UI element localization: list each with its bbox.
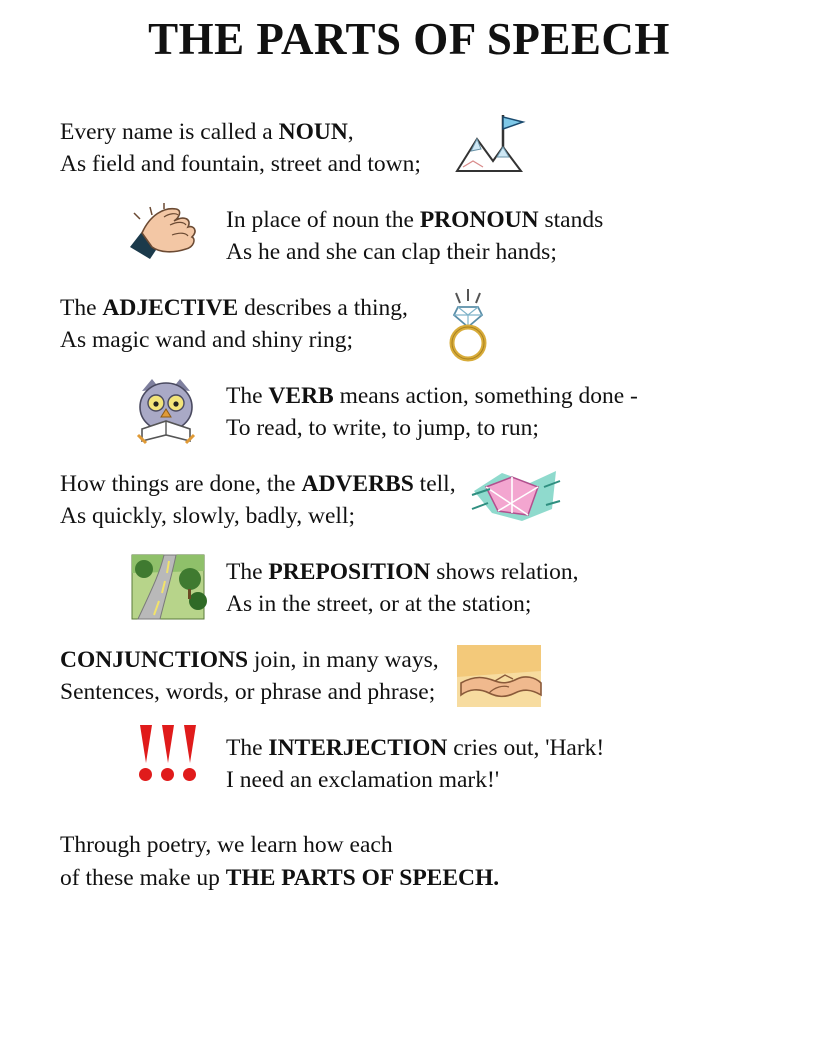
keyword-pronoun: PRONOUN: [419, 206, 539, 233]
poster-page: [0, 16, 818, 1039]
text-fragment: of these make up: [60, 864, 226, 891]
stanza-adjective-lines: [60, 292, 408, 357]
stanza-adverb-line-1: [60, 468, 456, 500]
stanza-pronoun-line-1: [226, 204, 603, 236]
stanza-adverb-line-2: [60, 500, 456, 532]
keyword-conjunction: CONJUNCTIONS: [60, 646, 249, 673]
text-fragment: ,: [347, 118, 354, 145]
stanza-pronoun-line-2: [226, 236, 603, 268]
text-fragment: The: [226, 558, 269, 585]
text-fragment: To read, to write, to jump, to run;: [226, 415, 539, 442]
stanza-preposition-lines: [226, 556, 579, 621]
text-fragment: Every name is called a: [60, 118, 279, 145]
exclamation-marks-icon: [120, 725, 216, 803]
exclamation-mark-icon: [183, 725, 198, 781]
running-figure-icon: [468, 461, 564, 539]
text-fragment: means action, something done -: [333, 382, 638, 409]
text-fragment: In place of noun the: [226, 206, 420, 233]
text-fragment: The: [60, 294, 103, 321]
text-fragment: The: [226, 382, 269, 409]
closing-line-2: [60, 862, 758, 894]
stanza-pronoun: [60, 197, 758, 275]
keyword-adverb: ADVERBS: [301, 470, 414, 497]
stanza-pronoun-lines: [226, 204, 603, 269]
text-fragment: cries out, 'Hark!: [447, 734, 605, 761]
stanza-adverb-lines: [60, 468, 456, 533]
stanza-interjection-line-2: [226, 764, 604, 796]
keyword-adjective: ADJECTIVE: [102, 294, 239, 321]
stanza-conjunction-line-1: [60, 644, 439, 676]
stanza-preposition: [60, 549, 758, 627]
text-fragment: join, in many ways,: [248, 646, 439, 673]
country-road-icon: [120, 549, 216, 627]
stanza-verb: [60, 373, 758, 451]
stanza-adjective-line-2: [60, 324, 408, 356]
stanza-interjection: [60, 725, 758, 803]
handshake-icon: [451, 637, 547, 715]
stanza-noun-lines: [60, 116, 421, 181]
text-fragment: tell,: [413, 470, 456, 497]
text-fragment: stands: [538, 206, 604, 233]
stanza-interjection-lines: [226, 732, 604, 797]
exclamation-marks-group: [120, 725, 216, 781]
keyword-preposition: PREPOSITION: [268, 558, 431, 585]
text-fragment: How things are done, the: [60, 470, 302, 497]
text-fragment: The: [226, 734, 269, 761]
text-fragment: As field and fountain, street and town;: [60, 151, 421, 178]
keyword-noun: NOUN: [278, 118, 348, 145]
stanza-noun: [60, 109, 758, 187]
clapping-hands-icon: [120, 197, 216, 275]
text-fragment: describes a thing,: [238, 294, 408, 321]
page-title: THE PARTS OF SPEECH: [148, 14, 670, 64]
poem-body: [0, 109, 818, 803]
stanza-preposition-line-1: [226, 556, 579, 588]
stanza-verb-line-2: [226, 412, 638, 444]
text-fragment: shows relation,: [430, 558, 579, 585]
exclamation-mark-icon: [139, 725, 154, 781]
keyword-parts-of-speech: THE PARTS OF SPEECH.: [225, 864, 500, 891]
diamond-ring-icon: [420, 285, 516, 363]
closing-line-1: Through poetry, we learn how each: [60, 832, 393, 859]
stanza-conjunction-line-2: [60, 676, 439, 708]
text-fragment: As he and she can clap their hands;: [226, 239, 557, 266]
mountain-flag-icon: [433, 109, 529, 187]
keyword-verb: VERB: [268, 382, 334, 409]
keyword-interjection: INTERJECTION: [268, 734, 448, 761]
stanza-adverb: [60, 461, 758, 539]
closing-stanza: [0, 829, 818, 894]
owl-reading-icon: [120, 373, 216, 451]
stanza-verb-lines: [226, 380, 638, 445]
text-fragment: As quickly, slowly, badly, well;: [60, 503, 356, 530]
stanza-noun-line-2: [60, 148, 421, 180]
stanza-adjective: [60, 285, 758, 363]
text-fragment: Sentences, words, or phrase and phrase;: [60, 679, 436, 706]
text-fragment: I need an exclamation mark!': [226, 767, 500, 794]
stanza-conjunction-lines: [60, 644, 439, 709]
exclamation-mark-icon: [161, 725, 176, 781]
text-fragment: As magic wand and shiny ring;: [60, 327, 354, 354]
stanza-adjective-line-1: [60, 292, 408, 324]
stanza-interjection-line-1: [226, 732, 604, 764]
stanza-noun-line-1: [60, 116, 421, 148]
stanza-verb-line-1: [226, 380, 638, 412]
stanza-conjunction: [60, 637, 758, 715]
text-fragment: As in the street, or at the station;: [226, 591, 532, 618]
stanza-preposition-line-2: [226, 588, 579, 620]
